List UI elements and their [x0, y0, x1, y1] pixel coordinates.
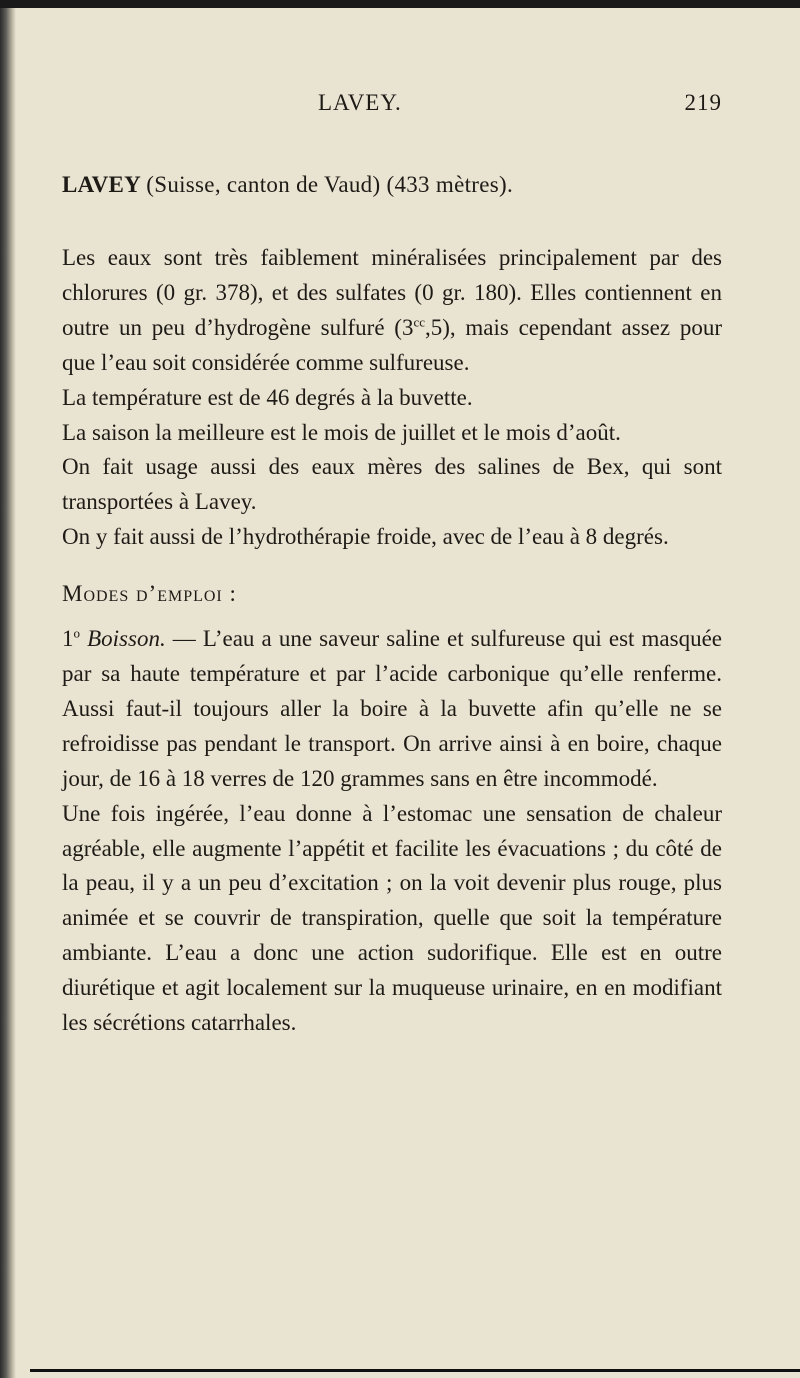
paragraph-mineralisation-part1: Les eaux sont très faiblement minéralisées principalement par des chlorures (0 gr. 378), et des sulfates (0 gr. 180). Elles contiennent en outre un peu d’hydrogène sulfuré (3 [62, 245, 722, 340]
paragraph-mineralisation-part2: ,5), mais cependant assez pour que l’eau soit considérée comme sulfureuse. [62, 314, 722, 375]
section-title [62, 172, 513, 198]
boisson-ordinal: o [73, 625, 80, 641]
paragraph-boisson [62, 622, 722, 797]
section-title-details: (Suisse, canton de Vaud) (433 mètres). [146, 172, 514, 197]
paragraph-hydrotherapy: On y fait aussi de l’hydrothérapie froide, avec de l’eau à 8 degrés. [62, 524, 669, 550]
paragraph-effects: Une fois ingérée, l’eau donne à l’estomac une sensation de chaleur agréable, elle augmente l’appétit et facilite les évacuations ; du côté de la peau, il y a un peu d’excitation ; on la voit devenir plus rouge, plus animée et se couvrir de transpiration, quelle que soit la température ambiante. L’eau a donc une action sudorifique. Elle est en outre diurétique et agit localement sur la muqueuse urinaire, en en modifiant les sécrétions catarrhales. [62, 800, 722, 1036]
boisson-number: 1 [62, 626, 74, 652]
body-text [62, 241, 722, 1041]
boisson-text: — L’eau a une saveur saline et sulfureuse qui est masquée par sa haute température et par l’acide carbonique qu’elle renferme. Aussi faut-il toujours aller la boire à la buvette afin qu’elle ne se refroidisse pas pendant le transport. On arrive ainsi à en boire, chaque jour, de 16 à 18 verres de 120 grammes sans en être incommodé. [62, 626, 723, 791]
paragraph-mineralisation-unit: cc [413, 314, 425, 330]
boisson-title: Boisson. [87, 626, 166, 652]
modes-heading: Modes d’emploi : [62, 581, 237, 607]
running-header [62, 90, 722, 126]
paragraph-mother-waters: On fait usage aussi des eaux mères des salines de Bex, qui sont transportées à Lavey. [62, 454, 722, 515]
paragraph-season: La saison la meilleure est le mois de juillet et le mois d’août. [62, 419, 621, 445]
paragraph-mineralisation [62, 241, 722, 381]
bottom-edge-line [30, 1369, 800, 1372]
top-edge-shadow [0, 0, 800, 8]
section-title-name: LAVEY [62, 172, 141, 197]
running-title: LAVEY. [318, 90, 402, 115]
page-number: 219 [684, 90, 722, 115]
paragraph-temperature: La température est de 46 degrés à la buvette. [62, 384, 473, 410]
binding-shadow [0, 8, 16, 1378]
